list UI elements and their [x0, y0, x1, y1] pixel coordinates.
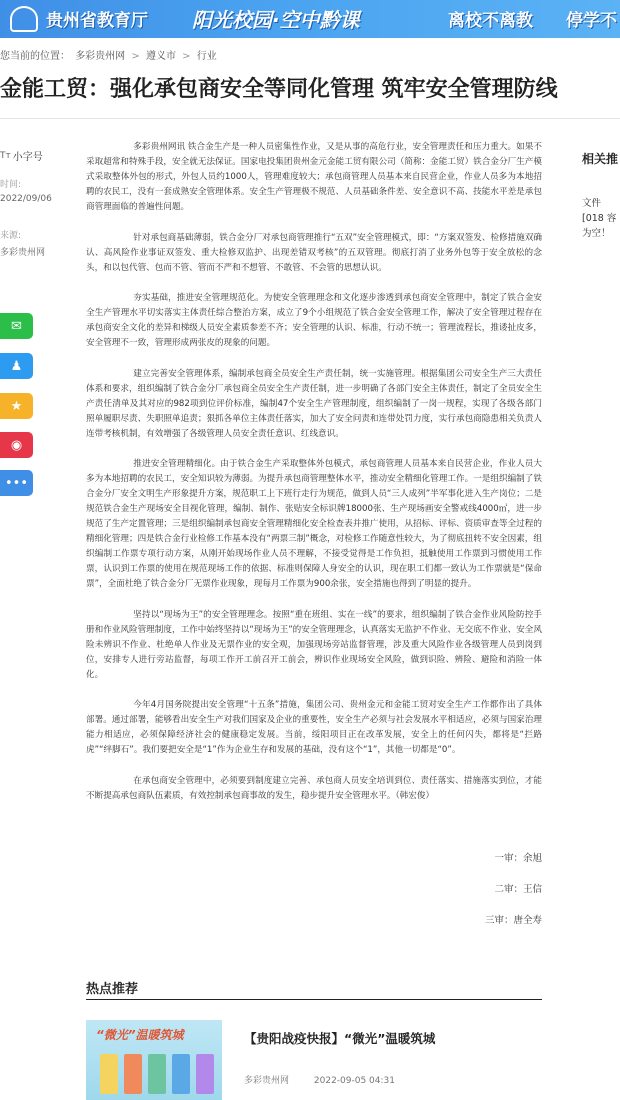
weibo-icon: ◉ — [10, 437, 23, 453]
qq-icon: ♟ — [10, 358, 23, 374]
breadcrumb-item-home[interactable]: 多彩贵州网 — [75, 51, 126, 62]
breadcrumb — [0, 47, 217, 62]
thumbnail-card — [196, 1054, 214, 1094]
hot-item-title[interactable]: 【贵阳战疫快报】“微光”温暖筑城 — [244, 1031, 436, 1046]
thumbnail-title: “微光”温暖筑城 — [96, 1028, 184, 1042]
favorite-button[interactable] — [0, 393, 33, 419]
hot-item-time: 2022-09-05 04:31 — [313, 1076, 395, 1086]
article-body — [86, 140, 542, 819]
thumbnail-card — [100, 1054, 118, 1094]
time-label: 时间: — [0, 180, 22, 190]
breadcrumb-separator: > — [182, 51, 191, 62]
source-value: 多彩贵州网 — [0, 248, 46, 258]
article-paragraph: 夯实基础，推进安全管理规范化。为使安全管理理念和文化逐步渗透到承包商安全管理中，制定了铁合金安全生产管理水平切实落实主体责任综合整治方案，成立了9个小组规范了铁合金安全管理工作，解决了安全管理过程存在承包商安全文化的差异和梯级人员安全素质参差不齐；安全管理的认识、标准，行动不统一；管理流程长，推诿扯皮多，安全管理不一致，管理形成两张皮的现象的问题。 — [86, 293, 542, 348]
banner-brand-text: 阳光校园·空中黔课 — [192, 8, 360, 32]
star-icon: ★ — [10, 398, 23, 414]
article-paragraph: 针对承包商基础薄弱，铁合金分厂对承包商管理推行“五双”安全管理模式，即：“方案双签发、检修措施双确认、高风险作业事证双签发、重大检修双监护、出现差错双考核”的五双管理。彻底打消了业务外包等于安全放松的念头，和以包代管、包而不管、管而不严和不想管、不敢管、不会管的思想认识。 — [86, 232, 542, 273]
related-title: 相关推 — [582, 152, 619, 166]
article-paragraph: 建立完善安全管理体系，编制承包商全员安全生产责任制，统一实施管理。根据集团公司安全生产三大责任体系和要求，组织编制了铁合金分厂承包商全员安全生产责任制，进一步明确了各部门安全主体责任，制定了全员安全生产责任清单及其对应的982项到位评价标准，编制47个安全生产管理制度，组织编制了一岗一规程，实现了各级各部门照单履职尽责、失职照单追责；狠抓各单位主体责任落实，加大了安全问责和连带处罚力度，实行承包商隐患相关负责人连带考核机制，有效增强了各级管理人员安全责任意识、红线意识。 — [86, 368, 542, 439]
publish-date: 2022/09/06 — [0, 194, 52, 204]
hot-item-meta — [244, 1073, 395, 1086]
second-reviewer: 二审：王信 — [494, 884, 542, 895]
font-size-icon: Tт — [0, 150, 11, 161]
more-icon: ••• — [4, 475, 28, 491]
share-qq-button[interactable] — [0, 353, 33, 379]
breadcrumb-item-city[interactable]: 遵义市 — [145, 51, 176, 62]
top-banner[interactable] — [0, 0, 620, 38]
article-paragraph: 今年4月国务院提出安全管理“十五条”措施，集团公司、贵州金元和金能工贸对安全生产工作都作出了具体部署。通过部署，能够看出安全生产对我们国家及企业的重要性，安全生产必须与社会发展水平相适应，必须与国家治理能力相适应，必须保障经济社会的健康稳定发展。当前，绥阳项目正在改革发展，安全上的任何闪失，都将是“拦路虎”“绊脚石”。我们要把安全是“1”作为企业生存和发展的基础，没有这个“1”，其他一切都是“0”。 — [86, 700, 542, 755]
thumbnail-card — [172, 1054, 190, 1094]
banner-slogan-2: 停学不 — [566, 11, 617, 31]
share-more-button[interactable] — [0, 470, 33, 496]
font-size-label: 小字号 — [12, 152, 43, 163]
share-weibo-button[interactable] — [0, 432, 33, 458]
breadcrumb-item-industry[interactable]: 行业 — [196, 51, 217, 62]
article-meta — [0, 148, 52, 258]
breadcrumb-prefix: 您当前的位置： — [0, 51, 70, 62]
third-reviewer: 三审：唐全寿 — [484, 915, 542, 926]
wechat-icon: ✉ — [11, 318, 22, 334]
edu-logo-icon — [10, 6, 38, 32]
breadcrumb-separator: > — [131, 51, 140, 62]
thumbnail-card — [148, 1054, 166, 1094]
related-item[interactable]: 文件[018 容为空！ — [582, 198, 617, 239]
hot-item-thumbnail[interactable] — [86, 1020, 222, 1100]
source-label: 来源: — [0, 231, 22, 241]
article-paragraph: 坚持以“现场为王”的安全管理理念。按照“重在班组、实在一线”的要求，组织编制了铁合金作业风险防控手册和作业风险管理制度，工作中始终坚持以“现场为王”的安全管理理念，认真落实无监护不作业、无交底不作业、安全风险未辨识不作业、杜绝单人作业及无票作业的安全观，加强现场旁站监督管理，涉及重大风险作业各级管理人员到岗到位，安排专人进行旁站监督，每项工作开工前召开工前会，辨识作业现场安全风险，做到识险、辨险、避险和消险一体化。 — [86, 609, 542, 680]
hot-divider — [86, 999, 542, 1000]
article-paragraph: 多彩贵州网讯 铁合金生产是一种人员密集性作业，又是从事的高危行业，安全管理责任和压力重大。如果不采取超常和特殊手段，安全就无法保证。国家电投集团贵州金元金能工贸有限公司（简称：金能工贸）铁合金分厂生产模式采取整体外包的形式，外包人员约1000人，管理难度较大；承包商管理人员基本来自民营企业，作业人员多为本地招聘的农民工，没有一套成熟安全管理体系。安全生产管理极不规范、人员基础条件差、安全意识不高、技能水平差是承包商管理面临的普遍性问题。 — [86, 142, 542, 212]
font-size-toggle[interactable] — [0, 148, 48, 163]
hot-section-title: 热点推荐 — [86, 982, 139, 997]
thumbnail-card — [124, 1054, 142, 1094]
article-paragraph: 在承包商安全管理中，必须要到制度建立完善、承包商人员安全培训到位、责任落实、措施落实到位，才能不断提高承包商队伍素质，有效控制承包商事故的发生，稳步提升安全管理水平。（韩宏俊） — [86, 775, 542, 801]
title-divider — [0, 118, 620, 119]
article-paragraph: 推进安全管理精细化。由于铁合金生产采取整体外包模式，承包商管理人员基本来自民营企业，作业人员大多为本地招聘的农民工，安全知识较为薄弱。为提升承包商管理整体水平，推动安全精细化管理工作。一是组织编制了铁合金分厂安全文明生产形象提升方案，规范职工上下班行走行为规范，做到人员“三人成列”半军事化进入生产岗位；二是规范铁合金生产现场安全目视化管理，编制、制作、张贴安全标识牌18000张、生产现场画安全警戒线4000㎡，进一步规范了生产定置管理；三是组织编制承包商安全管理精细化安全检查表并推广使用，从招标、评标、资质审查等全过程的精细化管理；四是铁合金行业检修工作基本没有“两票三制”概念，对检修工作随意性较大，为了彻底扭转不安全因素，组织编制工作票专项行动方案，从刚开始现场作业人员不理解，不接受觉得是工作负担，抵触使用工作票到习惯使用工作票，认识到工作票的使用在规范现场工作的依据、标准则保障人身安全的认识，现在职工们都一致认为工作票就是“保命票”，全面杜绝了铁合金分厂无票作业现象，现每月工作票为900余张，安全措施也得到了明显的提升。 — [86, 459, 542, 589]
page-title: 金能工贸：强化承包商安全等同化管理 筑牢安全管理防线 — [0, 77, 558, 102]
banner-edu-text: 贵州省教育厅 — [46, 11, 148, 31]
first-reviewer: 一审：余旭 — [494, 853, 542, 864]
share-wechat-button[interactable] — [0, 313, 33, 339]
banner-slogan-1: 离校不离教 — [448, 11, 533, 31]
hot-item-source: 多彩贵州网 — [244, 1076, 290, 1086]
